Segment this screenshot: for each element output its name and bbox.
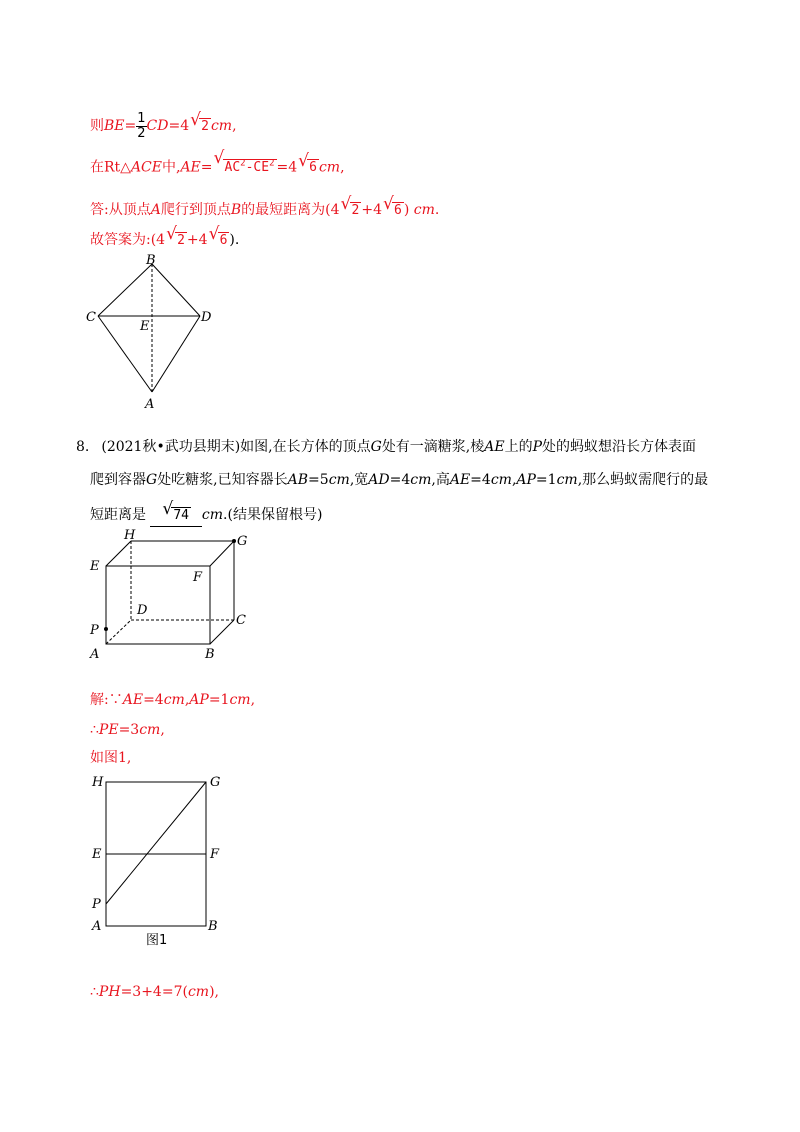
- var-ap: AP: [189, 692, 209, 708]
- var-b: B: [230, 202, 242, 218]
- exponent: 2: [240, 159, 246, 169]
- var-ae: AE: [122, 692, 144, 708]
- text: ,: [184, 692, 190, 708]
- answer-blank: [150, 499, 201, 527]
- solution7-final-answer: [90, 224, 240, 251]
- sqrt-arg: 6: [219, 233, 228, 248]
- solution8-line1: [90, 690, 255, 710]
- label-b: B: [205, 647, 215, 662]
- unit-cm: cm: [187, 984, 210, 1000]
- unit-cm: cm: [490, 472, 512, 488]
- var-ae: AE: [484, 439, 505, 455]
- sqrt-2: √ 2: [340, 194, 360, 218]
- text: ,那么蚂蚁需爬行的最: [577, 472, 709, 488]
- var-ae: AE: [180, 159, 201, 176]
- text: ,: [232, 118, 237, 134]
- label-e: E: [92, 847, 102, 862]
- text: 处有一滴糖浆,棱: [381, 439, 485, 455]
- text: 则: [90, 118, 104, 134]
- text: =4: [168, 118, 190, 134]
- sqrt-ac2-ce2: √ $AC^2-CE^2$: [213, 148, 275, 176]
- sqrt-arg: 6: [309, 160, 317, 176]
- question8-line2: [90, 470, 708, 490]
- label-g: G: [237, 534, 248, 549]
- text: +4: [186, 232, 208, 248]
- label-e: E: [90, 559, 100, 574]
- label-h: H: [124, 528, 136, 543]
- question8-line1: [76, 437, 696, 457]
- unit-cm: cm: [410, 472, 432, 488]
- text: 上的: [504, 439, 533, 455]
- solution8-line4: [90, 982, 219, 1002]
- text: 爬行到顶点: [160, 202, 231, 218]
- var-a: A: [150, 202, 161, 218]
- var-ap: AP: [516, 472, 536, 488]
- label-p: P: [90, 623, 99, 638]
- text: ,宽: [349, 472, 369, 488]
- text: ),: [209, 984, 219, 1000]
- text: ,高: [431, 472, 450, 488]
- unit-cm: cm: [163, 692, 185, 708]
- var-g: G: [146, 472, 158, 488]
- label-b: B: [146, 253, 156, 268]
- label-f: F: [193, 570, 203, 585]
- text: 解:∵: [90, 692, 123, 708]
- net-figure: [86, 770, 226, 950]
- unit-cm: cm: [328, 472, 350, 488]
- label-p: P: [92, 897, 101, 912]
- var-p: P: [532, 439, 543, 455]
- text: =3: [118, 722, 140, 738]
- text: ,: [511, 472, 517, 488]
- text: =4: [389, 472, 411, 488]
- var-pe: PE: [98, 722, 119, 738]
- fraction-numerator: 1: [137, 110, 146, 126]
- text: -CE: [245, 160, 270, 176]
- text: 答:从顶点: [90, 202, 151, 218]
- text: =4: [276, 159, 298, 176]
- unit-cm: cm: [413, 202, 435, 218]
- text: 故答案为:(4: [90, 232, 166, 248]
- label-a: A: [145, 397, 155, 410]
- text: 中,: [161, 159, 181, 176]
- cuboid-figure: [86, 528, 256, 664]
- text: ∴: [90, 984, 99, 1000]
- label-e: E: [140, 319, 150, 334]
- kite-figure: [84, 250, 224, 410]
- fraction-denominator: 2: [137, 125, 146, 141]
- label-d: D: [137, 603, 148, 618]
- label-d: D: [201, 310, 212, 325]
- sqrt-6: √ 6: [382, 194, 402, 218]
- text: =: [124, 118, 137, 134]
- sqrt-arg: [223, 159, 277, 175]
- label-a: A: [90, 647, 100, 662]
- text: 在Rt△: [90, 159, 131, 176]
- label-c: C: [236, 613, 246, 628]
- var-ab: AB: [287, 472, 309, 488]
- text: +4: [361, 202, 382, 218]
- text: ,: [340, 159, 345, 176]
- label-f: F: [210, 847, 220, 862]
- sqrt-74: √ 74: [162, 499, 190, 523]
- text: (2021秋•武功县期末)如图,在长方体的顶点: [101, 439, 371, 455]
- label-h: H: [92, 775, 104, 790]
- text: =5: [308, 472, 329, 488]
- text: =3+4=7(: [120, 984, 188, 1000]
- sqrt-2: √ 2: [166, 224, 185, 248]
- text: .: [434, 202, 440, 218]
- text: ).: [229, 232, 240, 248]
- text: =4: [143, 692, 164, 708]
- unit-cm: cm: [556, 472, 578, 488]
- text: ,: [160, 722, 165, 738]
- sqrt-2: √ 2: [190, 110, 209, 134]
- var-ae: AE: [449, 472, 471, 488]
- sqrt-arg: 2: [351, 203, 360, 218]
- text: =: [200, 159, 213, 176]
- question-number: 8.: [76, 439, 90, 455]
- solution7-line-be: [90, 108, 237, 144]
- label-c: C: [86, 310, 96, 325]
- question8-line3: [90, 499, 323, 527]
- text: =4: [470, 472, 491, 488]
- var-ace: ACE: [130, 159, 162, 176]
- unit-cm: cm: [210, 118, 233, 134]
- var-be: BE: [104, 118, 125, 134]
- var-g: G: [370, 439, 382, 455]
- unit-cm: cm: [229, 692, 251, 708]
- text: ∴: [90, 722, 99, 738]
- text: 爬到容器: [90, 472, 146, 488]
- var-ph: PH: [98, 984, 121, 1000]
- exponent: 2: [269, 159, 275, 169]
- sqrt-arg: 6: [393, 203, 402, 218]
- solution8-line3: [90, 748, 131, 768]
- text: .(结果保留根号): [223, 507, 323, 523]
- text: =1: [208, 692, 230, 708]
- label-g: G: [210, 775, 221, 790]
- text: ,: [250, 692, 256, 708]
- sqrt-arg: 2: [177, 233, 185, 248]
- solution7-answer-line: [90, 194, 440, 221]
- text: 处的蚂蚁想沿长方体表面: [542, 439, 697, 455]
- text: AC: [224, 160, 241, 176]
- fraction-half: [136, 112, 146, 141]
- unit-cm: cm: [139, 722, 161, 738]
- text: 如图1,: [90, 750, 132, 766]
- text: 短距离是: [90, 507, 146, 523]
- solution7-line-ae: [90, 148, 345, 178]
- sqrt-6: √ 6: [208, 224, 228, 248]
- text: =1: [535, 472, 557, 488]
- label-a: A: [92, 919, 102, 934]
- var-ad: AD: [368, 472, 390, 488]
- solution8-line2: [90, 720, 165, 740]
- sqrt-arg: 2: [201, 119, 209, 134]
- label-b: B: [208, 919, 218, 934]
- sqrt-6: √ 6: [298, 151, 317, 176]
- figure-caption: 图1: [146, 933, 168, 948]
- text: 处吃糖浆,已知容器长: [157, 472, 288, 488]
- text: 的最短距离为(4: [241, 202, 340, 218]
- unit-cm: cm: [318, 159, 341, 176]
- text: ): [403, 202, 410, 218]
- unit-cm: cm: [201, 507, 224, 523]
- sqrt-arg: 74: [173, 508, 190, 523]
- var-cd: CD: [146, 118, 169, 134]
